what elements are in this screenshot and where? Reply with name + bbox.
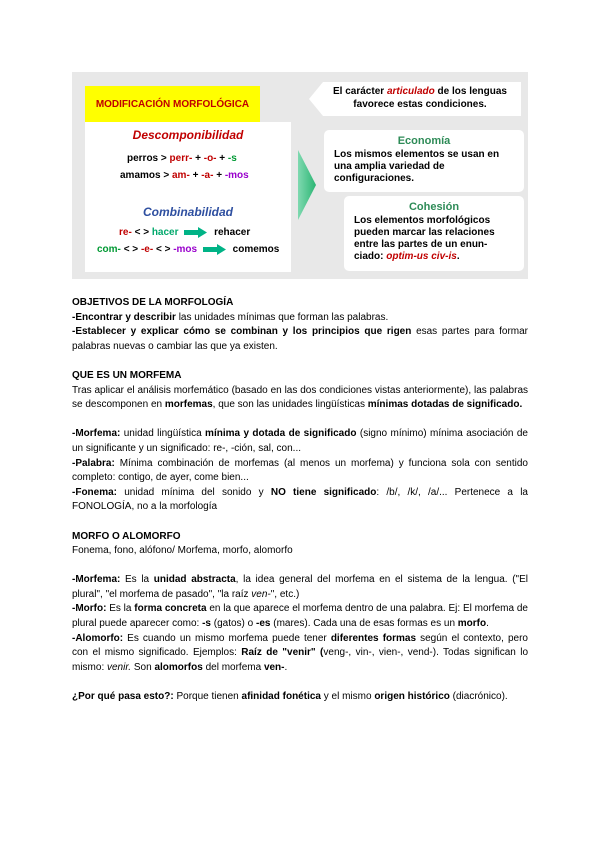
section-title-objetivos: OBJETIVOS DE LA MORFOLOGÍA: [72, 297, 234, 308]
definition-morfema: -Morfema: unidad lingüística mínima y dotada de significado (signo mínimo) mínima asociación de un significante y un significado: re-, -ción, sal, con...: [72, 428, 528, 454]
arrow-right-icon: [203, 244, 227, 255]
combination-example-1: re- < > hacer rehacer: [119, 227, 251, 239]
big-arrow-icon: [298, 150, 316, 220]
objective-1: -Encontrar y describir las unidades mínimas que forman las palabras.: [72, 311, 389, 323]
economia-box: [324, 130, 524, 192]
cohesion-box: [344, 196, 524, 271]
morfema-intro: Tras aplicar el análisis morfemático (basado en las dos condiciones vistas anteriormente), las palabras se descomponen en morfemas, que son las unidades lingüísticas mínimas dotadas de significado.: [72, 384, 528, 411]
economia-title: Economía: [397, 135, 451, 147]
combination-example-2: com- < > -e- < > -mos comemos: [97, 244, 280, 256]
section-title-morfema: QUE ES UN MORFEMA: [72, 369, 182, 381]
why-question: ¿Por qué pasa esto?: Porque tienen afinidad fonética y el mismo origen histórico (diacrónico).: [72, 691, 508, 703]
figure-title: MODIFICACIÓN MORFOLÓGICA: [85, 86, 260, 122]
alomorfo-definition: -Alomorfo: Es cuando un mismo morfema puede tener diferentes formas según el contexto, pero con el mismo significado. Ejemplos: Raíz de "venir" (veng-, vin-, vien-, vend-). Todas significan lo mismo: venir. Son alomorfos del morfema ven-.: [72, 632, 529, 673]
cohesion-title: Cohesión: [408, 201, 460, 213]
morphology-figure: [72, 72, 528, 279]
decomposition-example-1: perros > perr- + -o- + -s: [127, 153, 237, 164]
properties-panel: [85, 122, 291, 272]
definition-fonema: -Fonema: unidad mínima del sonido y NO tiene significado: /b/, /k/, /a/... Pertenece a la FONOLOGÍA, no a la morfología: [72, 486, 528, 513]
descomponibilidad-heading: Descomponibilidad: [132, 128, 244, 142]
combinabilidad-heading: Combinabilidad: [143, 205, 233, 219]
document-text: [72, 296, 528, 705]
arrow-right-icon: [184, 227, 208, 238]
section-title-morfo: MORFO O ALOMORFO: [72, 530, 181, 542]
objective-2: -Establecer y explicar cómo se combinan y los principios que rigen esas partes para formar palabras nuevas o cambiar las que ya existen.: [72, 326, 528, 352]
articulated-text: El carácter articulado de los lenguas favorece estas condiciones.: [333, 86, 507, 110]
decomposition-example-2: amamos > am- + -a- + -mos: [120, 170, 249, 181]
economia-body: Los mismos elementos se usan en una amplia variedad de configuraciones.: [334, 149, 500, 184]
morfo-concrete: -Morfo: Es la forma concreta en la que aparece el morfema dentro de una palabra. Ej: El morfema de plural puede aparecer como: -s (gatos) o -es (mares). Cada una de esas formas es un morfo.: [72, 603, 528, 630]
articulated-callout: [309, 82, 521, 116]
morfema-abstract: -Morfema: Es la unidad abstracta, la idea general del morfema en el sistema de la lengua. ("El plural", "el morfema de pasado", "la raíz ven-", etc.): [72, 574, 528, 600]
morfo-subtitle: Fonema, fono, alófono/ Morfema, morfo, alomorfo: [72, 545, 293, 557]
definition-palabra: -Palabra: Mínima combinación de morfemas (al menos un morfema) y funciona sola con sentido completo: contigo, de ayer, come bien...: [72, 457, 528, 484]
cohesion-body: Los elementos morfológicos pueden marcar las relaciones entre las partes de un enun-ciado: optim-us civ-is.: [354, 215, 495, 262]
